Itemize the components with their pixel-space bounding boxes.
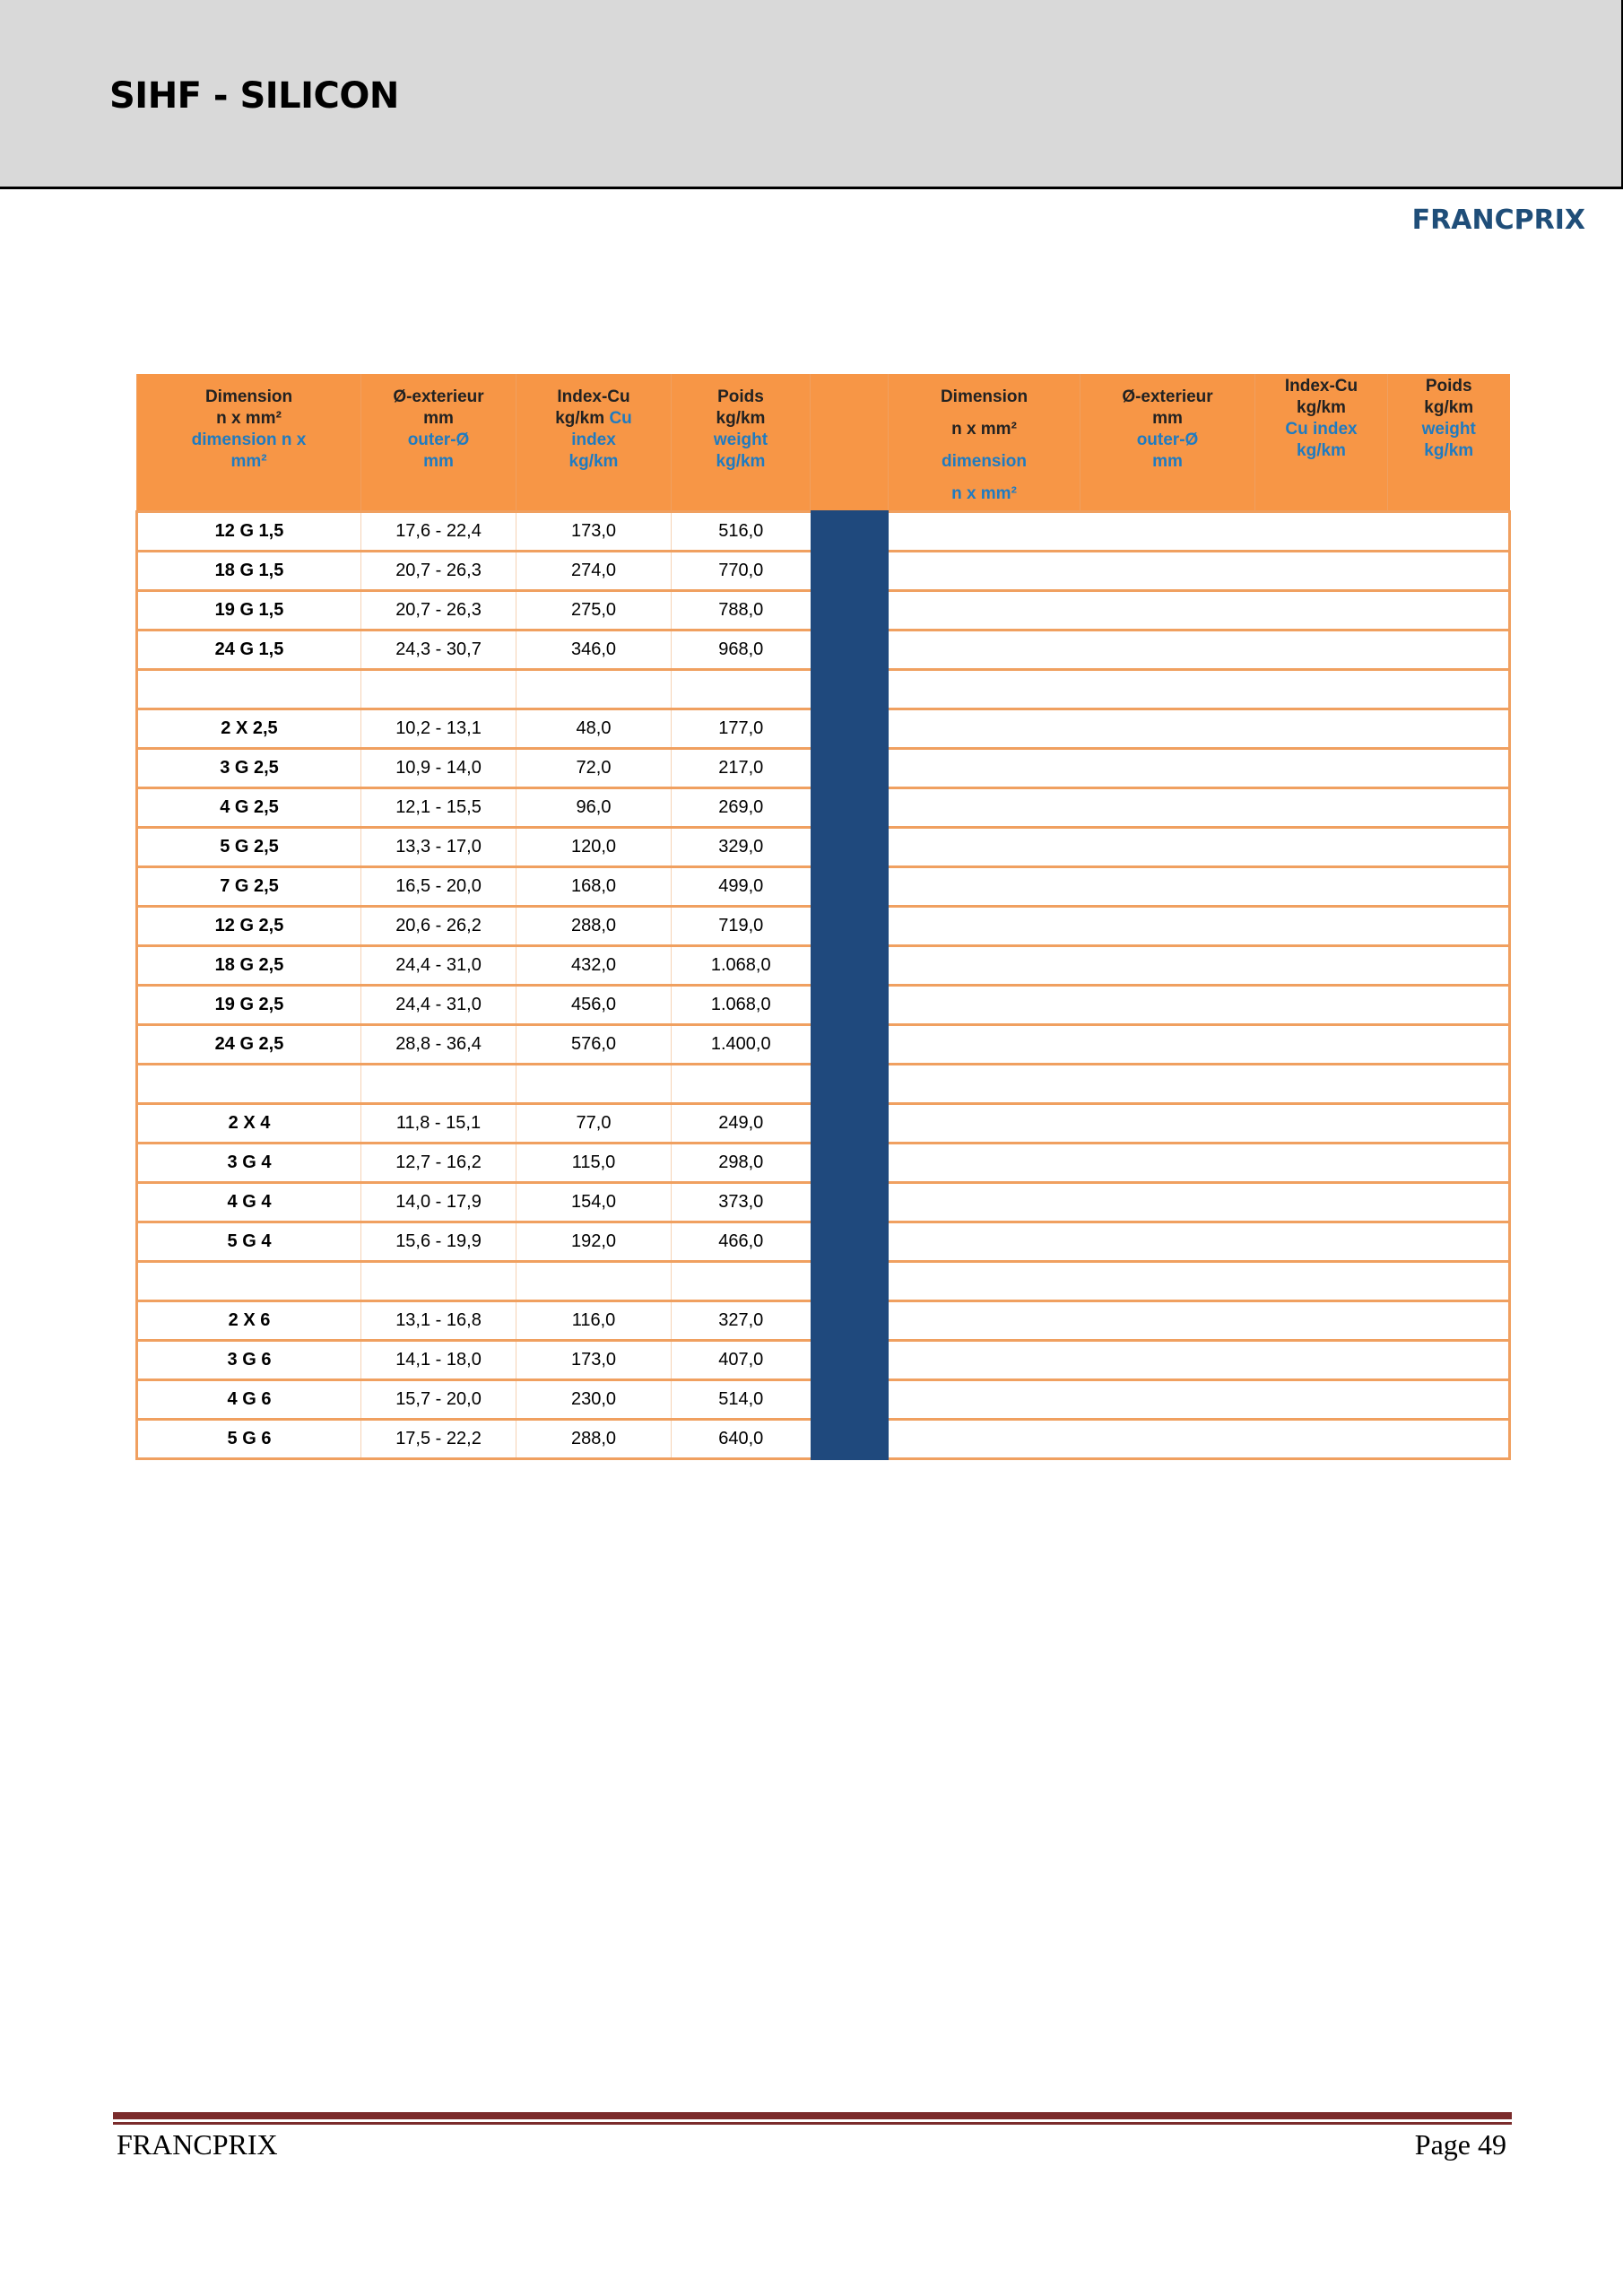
cell-dimension: 2 X 6 xyxy=(137,1301,361,1341)
cell-dimension: 3 G 4 xyxy=(137,1144,361,1183)
cell-copper-index: 230,0 xyxy=(516,1380,672,1420)
column-separator-cell xyxy=(811,986,889,1025)
cell-empty-right xyxy=(889,788,1081,828)
cell-weight xyxy=(672,1262,811,1301)
cell-empty-right xyxy=(1081,828,1255,867)
cell-weight: 788,0 xyxy=(672,591,811,631)
cell-dimension: 7 G 2,5 xyxy=(137,867,361,907)
column-separator-cell xyxy=(811,512,889,552)
cell-dimension: 12 G 2,5 xyxy=(137,907,361,946)
cell-weight: 407,0 xyxy=(672,1341,811,1380)
cell-outer-diameter: 13,1 - 16,8 xyxy=(361,1301,516,1341)
table-row xyxy=(137,1183,1510,1222)
table-row xyxy=(137,670,1510,709)
column-separator-cell xyxy=(811,670,889,709)
document-title: SIHF - SILICON xyxy=(109,75,399,117)
cell-empty-right xyxy=(1388,1144,1510,1183)
cell-empty-right xyxy=(889,986,1081,1025)
cell-weight: 1.068,0 xyxy=(672,946,811,986)
cell-empty-right xyxy=(1081,867,1255,907)
cell-empty-right xyxy=(1388,1380,1510,1420)
cell-dimension xyxy=(137,1065,361,1104)
column-separator-cell xyxy=(811,1104,889,1144)
cell-empty-right xyxy=(889,552,1081,591)
cell-empty-right xyxy=(1255,1183,1388,1222)
cell-empty-right xyxy=(1255,986,1388,1025)
cell-dimension: 3 G 2,5 xyxy=(137,749,361,788)
cell-empty-right xyxy=(889,709,1081,749)
cell-dimension: 24 G 2,5 xyxy=(137,1025,361,1065)
cell-empty-right xyxy=(1388,1183,1510,1222)
col-header-weight: Poids kg/km weight kg/km xyxy=(672,374,811,512)
cell-empty-right xyxy=(1255,1222,1388,1262)
table-header-row xyxy=(137,374,1510,512)
cell-outer-diameter: 14,1 - 18,0 xyxy=(361,1341,516,1380)
col-header-copper-index: Index-Cu kg/km Cu index kg/km xyxy=(516,374,672,512)
cell-empty-right xyxy=(1388,986,1510,1025)
column-separator-cell xyxy=(811,749,889,788)
cell-weight xyxy=(672,670,811,709)
table-row xyxy=(137,512,1510,552)
cell-copper-index: 77,0 xyxy=(516,1104,672,1144)
cell-empty-right xyxy=(889,512,1081,552)
cell-weight: 217,0 xyxy=(672,749,811,788)
cell-empty-right xyxy=(1388,907,1510,946)
cell-weight: 298,0 xyxy=(672,1144,811,1183)
cell-copper-index: 346,0 xyxy=(516,631,672,670)
table-row xyxy=(137,907,1510,946)
column-separator-cell xyxy=(811,828,889,867)
cell-empty-right xyxy=(1255,1420,1388,1459)
cell-copper-index xyxy=(516,1065,672,1104)
cell-dimension: 18 G 1,5 xyxy=(137,552,361,591)
cell-empty-right xyxy=(1081,1025,1255,1065)
column-separator-cell xyxy=(811,552,889,591)
column-separator-cell xyxy=(811,788,889,828)
cell-empty-right xyxy=(1081,1341,1255,1380)
column-separator-cell xyxy=(811,1183,889,1222)
cell-empty-right xyxy=(1081,1380,1255,1420)
table-row xyxy=(137,986,1510,1025)
col-header-dimension-right: Dimension n x mm² dimension n x mm² xyxy=(889,374,1081,512)
cell-empty-right xyxy=(889,907,1081,946)
cell-outer-diameter: 11,8 - 15,1 xyxy=(361,1104,516,1144)
table-row xyxy=(137,946,1510,986)
cell-empty-right xyxy=(1255,867,1388,907)
cell-empty-right xyxy=(1388,1065,1510,1104)
cell-weight: 640,0 xyxy=(672,1420,811,1459)
cell-dimension: 18 G 2,5 xyxy=(137,946,361,986)
cell-dimension: 24 G 1,5 xyxy=(137,631,361,670)
cell-empty-right xyxy=(1388,1420,1510,1459)
cell-empty-right xyxy=(1255,1104,1388,1144)
cell-empty-right xyxy=(1388,591,1510,631)
cell-empty-right xyxy=(1388,867,1510,907)
cell-outer-diameter: 24,4 - 31,0 xyxy=(361,986,516,1025)
cell-outer-diameter: 16,5 - 20,0 xyxy=(361,867,516,907)
cell-dimension: 5 G 6 xyxy=(137,1420,361,1459)
cell-outer-diameter xyxy=(361,1065,516,1104)
cell-copper-index: 274,0 xyxy=(516,552,672,591)
cell-empty-right xyxy=(889,1301,1081,1341)
cell-empty-right xyxy=(889,670,1081,709)
cell-weight: 968,0 xyxy=(672,631,811,670)
cell-outer-diameter: 24,3 - 30,7 xyxy=(361,631,516,670)
column-separator-cell xyxy=(811,1420,889,1459)
cell-empty-right xyxy=(1255,1025,1388,1065)
page-number: Page 49 xyxy=(1414,2128,1506,2161)
table-row xyxy=(137,631,1510,670)
cell-outer-diameter: 13,3 - 17,0 xyxy=(361,828,516,867)
cell-empty-right xyxy=(1255,512,1388,552)
cell-outer-diameter: 20,7 - 26,3 xyxy=(361,591,516,631)
footer-company: FRANCPRIX xyxy=(117,2128,278,2161)
cell-weight: 1.068,0 xyxy=(672,986,811,1025)
cell-empty-right xyxy=(1081,591,1255,631)
cell-empty-right xyxy=(1081,1262,1255,1301)
cell-outer-diameter xyxy=(361,670,516,709)
cell-weight: 269,0 xyxy=(672,788,811,828)
cell-copper-index: 154,0 xyxy=(516,1183,672,1222)
cell-dimension: 4 G 6 xyxy=(137,1380,361,1420)
table-row xyxy=(137,1341,1510,1380)
cell-empty-right xyxy=(889,1341,1081,1380)
cell-outer-diameter: 10,9 - 14,0 xyxy=(361,749,516,788)
cell-empty-right xyxy=(1081,788,1255,828)
cell-empty-right xyxy=(1388,828,1510,867)
table-row xyxy=(137,749,1510,788)
table-row xyxy=(137,1104,1510,1144)
cell-copper-index xyxy=(516,670,672,709)
cell-empty-right xyxy=(889,1380,1081,1420)
cell-empty-right xyxy=(1388,709,1510,749)
cell-dimension: 2 X 4 xyxy=(137,1104,361,1144)
table-row xyxy=(137,1420,1510,1459)
col-header-weight-right: Poids kg/km weight kg/km xyxy=(1388,374,1510,512)
cell-empty-right xyxy=(1081,1104,1255,1144)
cell-empty-right xyxy=(1255,946,1388,986)
cell-empty-right xyxy=(1255,591,1388,631)
cell-outer-diameter: 14,0 - 17,9 xyxy=(361,1183,516,1222)
brand-name: FRANCPRIX xyxy=(1411,204,1585,236)
cell-outer-diameter: 10,2 - 13,1 xyxy=(361,709,516,749)
cell-dimension xyxy=(137,1262,361,1301)
cell-outer-diameter: 17,5 - 22,2 xyxy=(361,1420,516,1459)
cell-empty-right xyxy=(1388,1262,1510,1301)
cell-dimension: 2 X 2,5 xyxy=(137,709,361,749)
table-row xyxy=(137,1144,1510,1183)
table-row xyxy=(137,1262,1510,1301)
cell-empty-right xyxy=(1081,749,1255,788)
column-separator-cell xyxy=(811,1301,889,1341)
cell-empty-right xyxy=(1388,1341,1510,1380)
cell-empty-right xyxy=(1081,512,1255,552)
cell-empty-right xyxy=(1081,1065,1255,1104)
cell-empty-right xyxy=(1081,1420,1255,1459)
table-row xyxy=(137,591,1510,631)
cell-empty-right xyxy=(889,1420,1081,1459)
table-row xyxy=(137,552,1510,591)
cell-copper-index: 96,0 xyxy=(516,788,672,828)
cell-empty-right xyxy=(889,1222,1081,1262)
table-row xyxy=(137,867,1510,907)
cell-dimension: 19 G 2,5 xyxy=(137,986,361,1025)
col-header-dimension: Dimension n x mm² dimension n x mm² xyxy=(137,374,361,512)
cell-weight: 373,0 xyxy=(672,1183,811,1222)
cell-empty-right xyxy=(889,828,1081,867)
cell-empty-right xyxy=(1388,552,1510,591)
column-separator-cell xyxy=(811,1341,889,1380)
footer-rule-thin xyxy=(113,2122,1512,2125)
cell-copper-index: 168,0 xyxy=(516,867,672,907)
cell-empty-right xyxy=(1081,946,1255,986)
cell-copper-index: 116,0 xyxy=(516,1301,672,1341)
cell-copper-index: 173,0 xyxy=(516,1341,672,1380)
cell-copper-index: 115,0 xyxy=(516,1144,672,1183)
cell-empty-right xyxy=(889,1104,1081,1144)
cell-empty-right xyxy=(1255,907,1388,946)
cell-empty-right xyxy=(889,946,1081,986)
column-separator-cell xyxy=(811,907,889,946)
cell-empty-right xyxy=(1388,1301,1510,1341)
cell-copper-index: 48,0 xyxy=(516,709,672,749)
cell-empty-right xyxy=(889,1262,1081,1301)
cell-empty-right xyxy=(1081,1222,1255,1262)
cell-outer-diameter: 15,7 - 20,0 xyxy=(361,1380,516,1420)
cell-copper-index: 120,0 xyxy=(516,828,672,867)
cell-empty-right xyxy=(1255,1144,1388,1183)
table-row xyxy=(137,709,1510,749)
cell-weight: 329,0 xyxy=(672,828,811,867)
cell-empty-right xyxy=(889,867,1081,907)
cell-weight: 327,0 xyxy=(672,1301,811,1341)
page-header-band xyxy=(0,0,1623,189)
cell-outer-diameter: 28,8 - 36,4 xyxy=(361,1025,516,1065)
col-header-outer-diameter: Ø-exterieur mm outer-Ø mm xyxy=(361,374,516,512)
cell-empty-right xyxy=(1255,631,1388,670)
cell-empty-right xyxy=(889,749,1081,788)
cell-empty-right xyxy=(1255,1262,1388,1301)
cell-empty-right xyxy=(1255,552,1388,591)
cell-copper-index: 72,0 xyxy=(516,749,672,788)
cell-empty-right xyxy=(1081,1144,1255,1183)
column-separator-cell xyxy=(811,1065,889,1104)
cell-weight: 466,0 xyxy=(672,1222,811,1262)
column-separator-cell xyxy=(811,591,889,631)
cell-empty-right xyxy=(1081,552,1255,591)
cell-empty-right xyxy=(1255,828,1388,867)
cell-dimension xyxy=(137,670,361,709)
column-separator xyxy=(811,374,889,512)
cell-empty-right xyxy=(1388,1222,1510,1262)
cell-empty-right xyxy=(1388,749,1510,788)
cell-empty-right xyxy=(1388,788,1510,828)
cell-copper-index xyxy=(516,1262,672,1301)
cell-outer-diameter: 24,4 - 31,0 xyxy=(361,946,516,986)
cell-empty-right xyxy=(1255,709,1388,749)
cell-empty-right xyxy=(1081,986,1255,1025)
column-separator-cell xyxy=(811,1380,889,1420)
cell-copper-index: 275,0 xyxy=(516,591,672,631)
cell-outer-diameter: 20,7 - 26,3 xyxy=(361,552,516,591)
cell-empty-right xyxy=(1081,631,1255,670)
cell-empty-right xyxy=(889,1144,1081,1183)
cell-weight xyxy=(672,1065,811,1104)
cell-weight: 514,0 xyxy=(672,1380,811,1420)
cell-empty-right xyxy=(1388,1025,1510,1065)
cell-copper-index: 432,0 xyxy=(516,946,672,986)
cell-empty-right xyxy=(889,1183,1081,1222)
column-separator-cell xyxy=(811,1222,889,1262)
cell-weight: 1.400,0 xyxy=(672,1025,811,1065)
cell-empty-right xyxy=(1255,1065,1388,1104)
table-row xyxy=(137,1025,1510,1065)
column-separator-cell xyxy=(811,867,889,907)
cell-empty-right xyxy=(1081,1301,1255,1341)
cell-outer-diameter: 17,6 - 22,4 xyxy=(361,512,516,552)
footer-rule xyxy=(113,2112,1512,2119)
cell-outer-diameter: 15,6 - 19,9 xyxy=(361,1222,516,1262)
cell-copper-index: 576,0 xyxy=(516,1025,672,1065)
table-row xyxy=(137,1301,1510,1341)
cell-dimension: 4 G 4 xyxy=(137,1183,361,1222)
cell-empty-right xyxy=(1255,1341,1388,1380)
cell-copper-index: 288,0 xyxy=(516,1420,672,1459)
cell-weight: 177,0 xyxy=(672,709,811,749)
table-row xyxy=(137,828,1510,867)
col-header-copper-index-right: Index-Cu kg/km Cu index kg/km xyxy=(1255,374,1388,512)
table-row xyxy=(137,1222,1510,1262)
column-separator-cell xyxy=(811,946,889,986)
cable-spec-table xyxy=(135,374,1511,1460)
cell-weight: 499,0 xyxy=(672,867,811,907)
cell-dimension: 4 G 2,5 xyxy=(137,788,361,828)
cell-dimension: 12 G 1,5 xyxy=(137,512,361,552)
cell-outer-diameter: 12,1 - 15,5 xyxy=(361,788,516,828)
col-header-outer-diameter-right: Ø-exterieur mm outer-Ø mm xyxy=(1081,374,1255,512)
cell-empty-right xyxy=(889,631,1081,670)
cell-empty-right xyxy=(1255,1301,1388,1341)
cell-empty-right xyxy=(1255,670,1388,709)
cell-empty-right xyxy=(889,1065,1081,1104)
cell-outer-diameter: 12,7 - 16,2 xyxy=(361,1144,516,1183)
cell-weight: 516,0 xyxy=(672,512,811,552)
cell-empty-right xyxy=(889,1025,1081,1065)
column-separator-cell xyxy=(811,1025,889,1065)
table-row xyxy=(137,788,1510,828)
cell-empty-right xyxy=(1081,670,1255,709)
cell-copper-index: 288,0 xyxy=(516,907,672,946)
column-separator-cell xyxy=(811,1262,889,1301)
cell-empty-right xyxy=(889,591,1081,631)
cell-outer-diameter xyxy=(361,1262,516,1301)
cell-empty-right xyxy=(1081,709,1255,749)
cell-empty-right xyxy=(1388,631,1510,670)
cell-empty-right xyxy=(1081,907,1255,946)
cell-empty-right xyxy=(1255,1380,1388,1420)
cell-copper-index: 173,0 xyxy=(516,512,672,552)
cell-empty-right xyxy=(1388,946,1510,986)
cell-empty-right xyxy=(1255,749,1388,788)
cell-dimension: 3 G 6 xyxy=(137,1341,361,1380)
cell-empty-right xyxy=(1388,1104,1510,1144)
cell-empty-right xyxy=(1081,1183,1255,1222)
cell-weight: 770,0 xyxy=(672,552,811,591)
cell-copper-index: 456,0 xyxy=(516,986,672,1025)
cell-empty-right xyxy=(1255,788,1388,828)
cell-copper-index: 192,0 xyxy=(516,1222,672,1262)
cell-empty-right xyxy=(1388,670,1510,709)
column-separator-cell xyxy=(811,631,889,670)
table-row xyxy=(137,1065,1510,1104)
cell-weight: 719,0 xyxy=(672,907,811,946)
column-separator-cell xyxy=(811,1144,889,1183)
column-separator-cell xyxy=(811,709,889,749)
cell-dimension: 19 G 1,5 xyxy=(137,591,361,631)
cell-dimension: 5 G 2,5 xyxy=(137,828,361,867)
cell-outer-diameter: 20,6 - 26,2 xyxy=(361,907,516,946)
table-row xyxy=(137,1380,1510,1420)
cell-weight: 249,0 xyxy=(672,1104,811,1144)
cell-empty-right xyxy=(1388,512,1510,552)
cell-dimension: 5 G 4 xyxy=(137,1222,361,1262)
